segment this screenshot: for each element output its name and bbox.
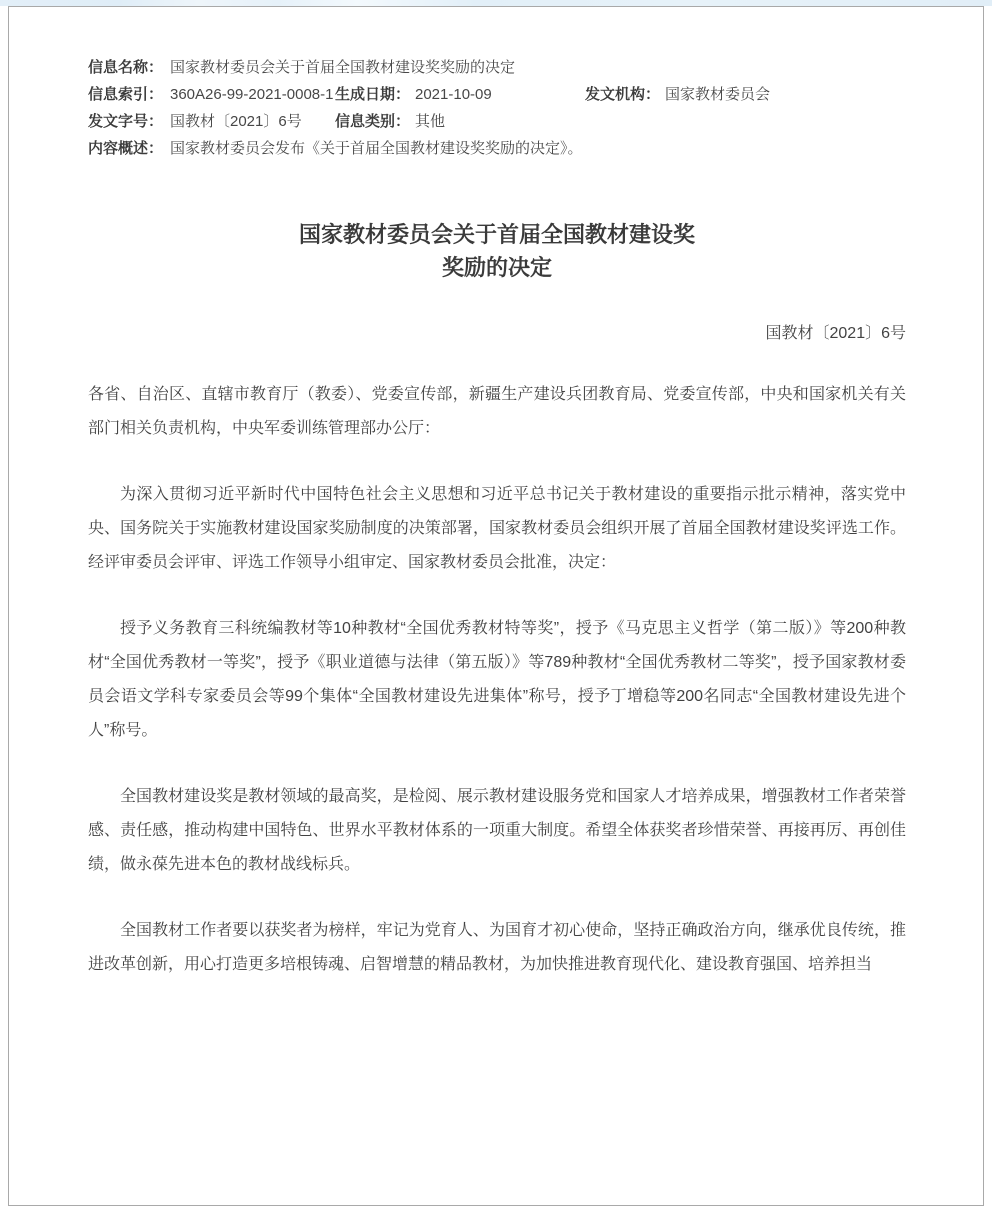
- paragraph-background: 为深入贯彻习近平新时代中国特色社会主义思想和习近平总书记关于教材建设的重要指示批示精神，落实党中央、国务院关于实施教材建设国家奖励制度的决策部署，国家教材委员会组织开展了首届全国教材建设奖评选工作。经评审委员会评审、评选工作领导小组审定、国家教材委员会批准，决定：: [88, 486, 906, 571]
- paragraph-significance: 全国教材建设奖是教材领域的最高奖，是检阅、展示教材建设服务党和国家人才培养成果，增强教材工作者荣誉感、责任感，推动构建中国特色、世界水平教材体系的一项重大制度。希望全体获奖者珍惜荣誉、再接再厉、再创佳绩，做永葆先进本色的教材战线标兵。: [88, 788, 906, 873]
- meta-value-info-index: 360A26-99-2021-0008-1: [170, 86, 334, 103]
- meta-label-info-category: 信息类别：: [335, 113, 411, 130]
- document-number: 国教材〔2021〕6号: [765, 325, 906, 342]
- document-title-line2: 奖励的决定: [441, 255, 552, 280]
- meta-label-gen-date: 生成日期：: [335, 86, 411, 103]
- document-body: [88, 378, 906, 982]
- meta-row-summary: [88, 135, 906, 162]
- meta-row-docnum-category: [88, 108, 906, 135]
- paragraph-awards: 授予义务教育三科统编教材等10种教材“全国优秀教材特等奖”，授予《马克思主义哲学（第二版）》等200种教材“全国优秀教材一等奖”，授予《职业道德与法律（第五版）》等789种教材“全国优秀教材二等奖”，授予国家教材委员会语文学科专家委员会等99个集体“全国教材建设先进集体”称号，授予丁增稳等200名同志“全国教材建设先进个人”称号。: [88, 620, 906, 739]
- meta-value-info-category: 其他: [415, 113, 446, 130]
- meta-value-doc-number: 国教材〔2021〕6号: [170, 113, 302, 130]
- document-meta-table: [88, 54, 906, 162]
- meta-value-gen-date: 2021-10-09: [415, 86, 492, 103]
- meta-value-summary: 国家教材委员会发布《关于首届全国教材建设奖奖励的决定》。: [170, 140, 583, 157]
- document-container: [8, 6, 984, 1206]
- paragraph-call-to-action: 全国教材工作者要以获奖者为榜样，牢记为党育人、为国育才初心使命，坚持正确政治方向，继承优良传统，推进改革创新，用心打造更多培根铸魂、启智增慧的精品教材，为加快推进教育现代化、建设教育强国、培养担当: [88, 922, 906, 973]
- meta-label-info-name: 信息名称：: [88, 59, 164, 76]
- meta-label-summary: 内容概述：: [88, 140, 164, 157]
- document-title-line1: 国家教材委员会关于首届全国教材建设奖: [298, 222, 695, 247]
- meta-label-info-index: 信息索引：: [88, 86, 164, 103]
- document-title: [88, 218, 906, 284]
- meta-row-name: [88, 54, 906, 81]
- meta-row-index-date-agency: [88, 81, 906, 108]
- meta-label-issuing-agency: 发文机构：: [585, 86, 661, 103]
- meta-value-info-name: 国家教材委员会关于首届全国教材建设奖奖励的决定: [170, 59, 516, 76]
- meta-value-issuing-agency: 国家教材委员会: [665, 86, 771, 103]
- meta-label-doc-number: 发文字号：: [88, 113, 164, 130]
- paragraph-salutation: 各省、自治区、直辖市教育厅（教委）、党委宣传部，新疆生产建设兵团教育局、党委宣传部，中央和国家机关有关部门相关负责机构，中央军委训练管理部办公厅：: [88, 386, 906, 437]
